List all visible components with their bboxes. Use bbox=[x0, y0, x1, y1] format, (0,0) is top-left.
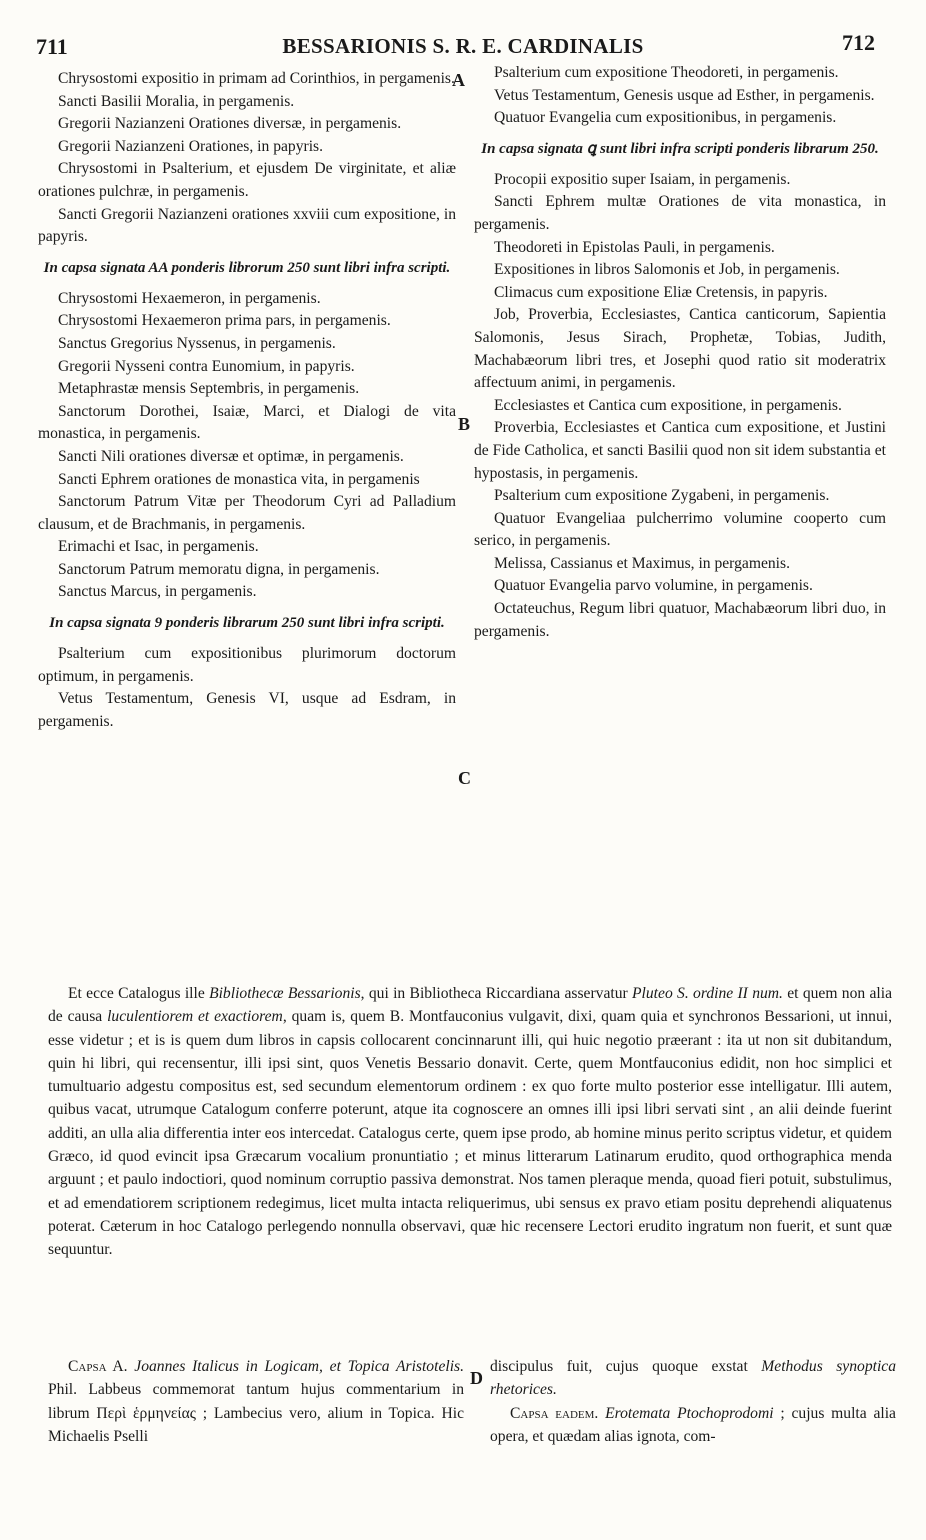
text-run: et quem non alia de causa bbox=[48, 985, 892, 1026]
capsa-heading: In capsa signata 9 ponderis librarum 250 sunt libri infra scripti. bbox=[49, 615, 445, 632]
catalog-entry: Melissa, Cassianus et Maximus, in pergamenis. bbox=[494, 554, 790, 572]
note-text: Phil. Labbeus commemorat tantum hujus commentarium in librum Περὶ ἑρμηνείας ; Lambecius vero, alium in Topica. Hic Michaelis Pselli bbox=[48, 1381, 464, 1445]
capsa-heading: In capsa signata ꝗ sunt libri infra scripti ponderis librarum 250. bbox=[481, 140, 879, 157]
catalog-entry: Sanctus Marcus, in pergamenis. bbox=[58, 583, 257, 601]
catalog-entry: Ecclesiastes et Cantica cum expositione, in pergamenis. bbox=[494, 396, 842, 414]
catalog-entry: Gregorii Nysseni contra Eunomium, in papyris. bbox=[58, 357, 355, 375]
catalog-entry: Sanctorum Dorothei, Isaiæ, Marci, et Dialogi de vita monastica, in pergamenis. bbox=[38, 402, 456, 443]
text-run-italic: Pluteo S. ordine II num. bbox=[632, 985, 783, 1002]
catalog-entry: Chrysostomi in Psalterium, et ejusdem De virginitate, et aliæ orationes pulchræ, in pergamenis. bbox=[38, 160, 456, 200]
commentary-text bbox=[48, 982, 892, 1262]
catalog-entry: Theodoreti in Epistolas Pauli, in pergamenis. bbox=[494, 238, 775, 256]
note-entry bbox=[48, 1355, 464, 1448]
margin-marker-d: D bbox=[470, 1368, 483, 1388]
catalog-entry: Quatuor Evangelia parvo volumine, in pergamenis. bbox=[494, 577, 813, 595]
catalog-entry: Octateuchus, Regum libri quatuor, Machabæorum libri duo, in pergamenis. bbox=[474, 600, 886, 640]
left-column bbox=[38, 68, 456, 733]
catalog-entry: Expositiones in libros Salomonis et Job, in pergamenis. bbox=[494, 261, 840, 279]
catalog-entry: Vetus Testamentum, Genesis VI, usque ad Esdram, in pergamenis. bbox=[38, 690, 456, 730]
catalog-entry: Sanctorum Patrum memoratu digna, in pergamenis. bbox=[58, 560, 380, 578]
catalog-entry: Sancti Ephrem multæ Orationes de vita monastica, in pergamenis. bbox=[474, 193, 886, 233]
margin-marker-a: A bbox=[452, 70, 465, 90]
note-text: discipulus fuit, cujus quoque exstat bbox=[490, 1358, 762, 1375]
note-entry bbox=[490, 1402, 896, 1449]
catalog-entry: Quatuor Evangelia cum expositionibus, in pergamenis. bbox=[494, 109, 837, 127]
running-header bbox=[0, 30, 926, 60]
catalog-entry: Sancti Ephrem orationes de monastica vita, in pergamenis bbox=[58, 470, 420, 488]
catalog-entry: Proverbia, Ecclesiastes et Cantica cum expositione, et Justini de Fide Catholica, et sancti Basilii quod non sit idem substantia et hypostasis, in pergamenis. bbox=[474, 419, 886, 482]
catalog-entry: Sancti Gregorii Nazianzeni orationes xxviii cum expositione, in papyris. bbox=[38, 205, 456, 246]
margin-marker-c: C bbox=[458, 768, 471, 788]
catalog-entry: Quatuor Evangeliaa pulcherrimo volumine cooperto cum serico, in pergamenis. bbox=[474, 509, 886, 550]
catalog-entry: Procopii expositio super Isaiam, in pergamenis. bbox=[494, 170, 791, 188]
catalog-entry: Climacus cum expositione Eliæ Cretensis, in papyris. bbox=[494, 283, 828, 301]
note-entry bbox=[490, 1355, 896, 1402]
right-column bbox=[474, 62, 886, 643]
running-title: BESSARIONIS S. R. E. CARDINALIS bbox=[282, 34, 644, 58]
note-capsa-label: Capsa A. bbox=[68, 1358, 128, 1375]
note-title: Erotemata Ptochoprodomi bbox=[598, 1404, 774, 1422]
page-number-left: 711 bbox=[36, 34, 68, 59]
text-run-italic: luculentiorem et exactiorem bbox=[107, 1008, 283, 1026]
capsa-heading: In capsa signata AA ponderis librorum 250 sunt libri infra scripti. bbox=[43, 259, 451, 276]
text-run: Et ecce Catalogus ille bbox=[68, 985, 210, 1002]
commentary-paragraph bbox=[48, 982, 892, 1262]
catalog-entry: Metaphrastæ mensis Septembris, in pergamenis. bbox=[58, 380, 360, 398]
note-capsa-label: Capsa eadem. bbox=[510, 1404, 599, 1422]
catalog-entry: Vetus Testamentum, Genesis usque ad Esther, in pergamenis. bbox=[494, 86, 875, 104]
text-run-italic: Bibliothecæ Bessarionis bbox=[209, 985, 361, 1002]
margin-marker-b: B bbox=[458, 414, 471, 434]
page-number-right: 712 bbox=[842, 30, 875, 55]
text-run: , quam is, quem B. Montfauconius vulgavit, dixi, quam quia et synchronos Bessarioni, ut innui, esse videtur ; et is is quem dum libros in capsis collocarent concinnarunt illi, qui huic negotio præerant : ita ut non sit dubitandum, quin hi libri, qui recensentur, illi ipsi sint, quos Venetis Bessario donavit. Certe, quem Montfauconius edidit, non hoc simplici et tumultuario adgestu compositus est, sed secundum elementorum ordinem : ex quo forte multo posterior esse intelligatur. Illi autem, quibus vacat, utrumque Catalogum conferre poterunt, atque ita cognoscere an omnes illi ipsi libri servati sint , an alii deinde fuerint additi, an ulla alia differentia inter eos intercedat. Catalogus certe, quem ipse prodo, ab homine minus perito scriptus videtur, et quidem Græco, id quod evincit ipsa Græcarum vocalium pronuntiatio ; et minus litterarum Latinarum erudito, quod orthographica menda arguunt ; et paulo indoctiori, quod nominum corruptio passiva demonstrat. Nos tamen pleraque menda, quoad fieri potuit, substulimus, et ad emendatiorem scriptionem redegimus, licet multa intacta reliquerimus, ubi sensus ex pravo etiam positu deprehendi aliquatenus poterat. Cæterum in hoc Catalogo perlegendo nonnulla observavi, quæ hic recensere Lectori erudito ingratum non fuerit, et sunt quæ sequuntur. bbox=[48, 1008, 892, 1259]
note-title: Joannes Italicus in Logicam, et Topica Aristotelis. bbox=[127, 1358, 464, 1375]
catalog-entry: Erimachi et Isac, in pergamenis. bbox=[58, 538, 259, 556]
notes-left-column bbox=[48, 1355, 464, 1448]
text-run: , qui in Bibliotheca Riccardiana asservatur bbox=[360, 985, 633, 1002]
catalog-entry: Sancti Nili orationes diversæ et optimæ, in pergamenis. bbox=[58, 447, 404, 465]
note-title: Methodus synoptica rhetorices. bbox=[490, 1358, 896, 1399]
catalog-entry: Chrysostomi Hexaemeron, in pergamenis. bbox=[58, 289, 321, 307]
catalog-entry: Gregorii Nazianzeni Orationes, in papyris. bbox=[58, 137, 324, 155]
catalog-entry: Sancti Basilii Moralia, in pergamenis. bbox=[58, 92, 295, 110]
catalog-entry: Sanctus Gregorius Nyssenus, in pergamenis. bbox=[58, 334, 336, 352]
note-text: ; cujus multa alia opera, et quædam alias ignota, com- bbox=[490, 1404, 896, 1445]
catalog-entry: Psalterium cum expositione Zygabeni, in pergamenis. bbox=[494, 487, 830, 505]
catalog-entry: Psalterium cum expositionibus plurimorum doctorum optimum, in pergamenis. bbox=[38, 645, 456, 685]
notes-right-column bbox=[490, 1355, 896, 1448]
catalog-entry: Job, Proverbia, Ecclesiastes, Cantica canticorum, Sapientia Salomonis, Jesus Sirach, Prophetæ, Tobias, Judith, Machabæorum libri tres, et Josephi quod ratio sit moderatrix affectuum animi, in pergamenis. bbox=[474, 306, 886, 392]
catalog-entry: Psalterium cum expositione Theodoreti, in pergamenis. bbox=[494, 64, 839, 81]
catalog-entry: Gregorii Nazianzeni Orationes diversæ, in pergamenis. bbox=[58, 115, 402, 133]
catalog-entry: Chrysostomi expositio in primam ad Corinthios, in pergamenis. bbox=[58, 70, 455, 87]
catalog-entry: Sanctorum Patrum Vitæ per Theodorum Cyri ad Palladium clausum, et de Brachmanis, in pergamenis. bbox=[38, 493, 456, 533]
catalog-entry: Chrysostomi Hexaemeron prima pars, in pergamenis. bbox=[58, 312, 391, 330]
